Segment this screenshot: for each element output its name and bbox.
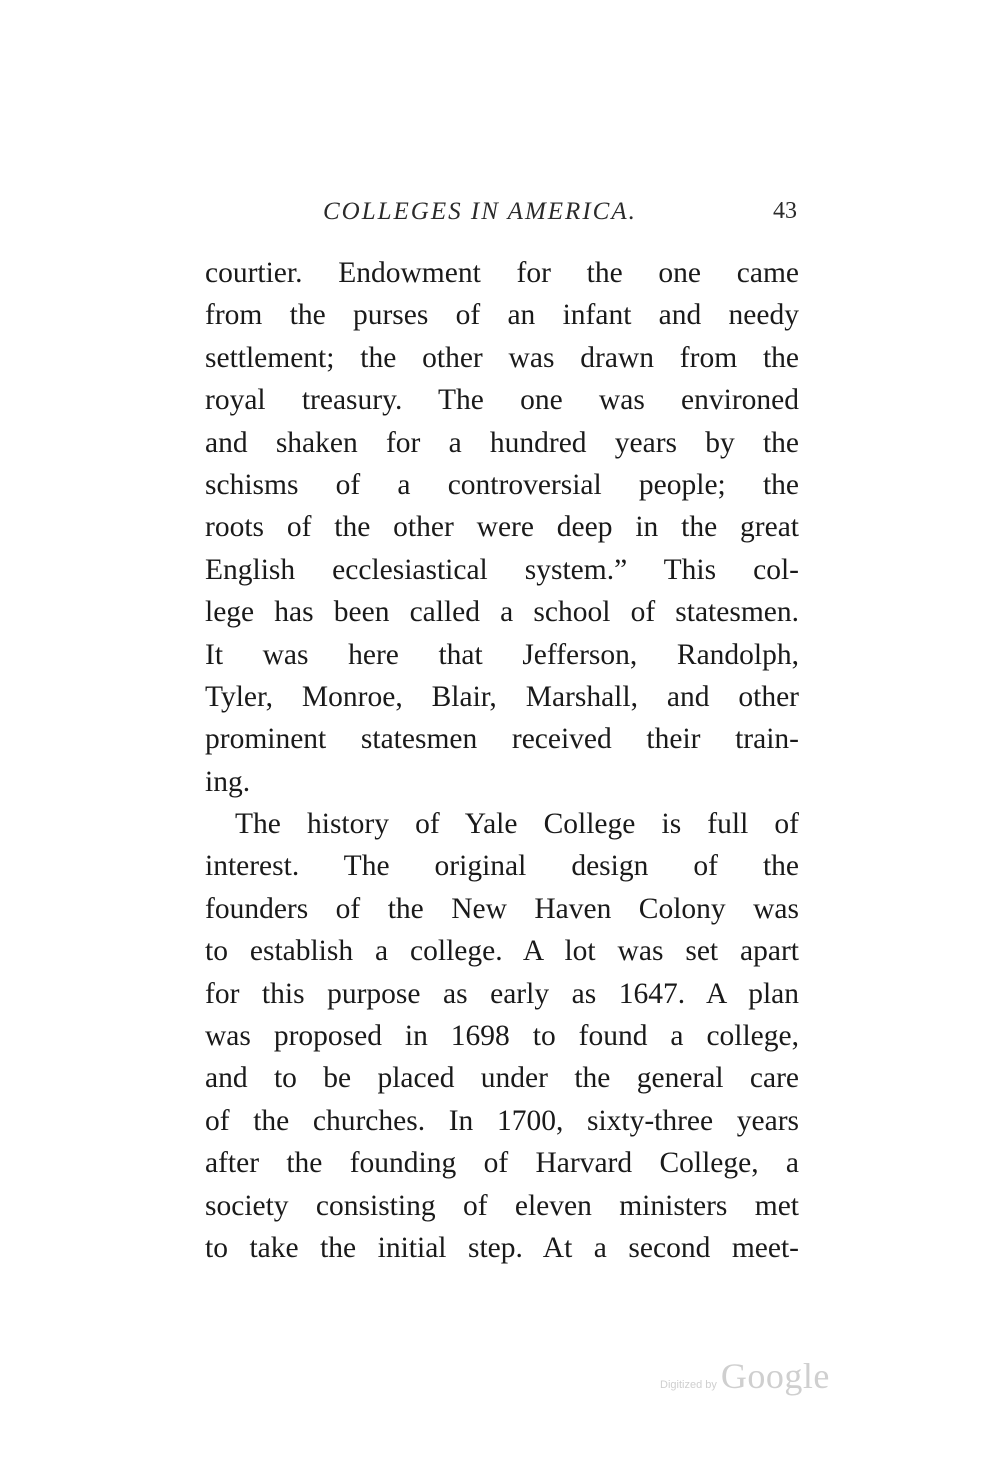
text-line: was proposed in 1698 to found a college, <box>205 1020 799 1053</box>
running-head <box>205 198 797 234</box>
text-line: for this purpose as early as 1647. A plan <box>205 977 799 1010</box>
text-line: It was here that Jefferson, Randolph, <box>205 638 799 671</box>
paragraph-continuation <box>205 252 799 803</box>
text-line: royal treasury. The one was environed <box>205 384 799 417</box>
text-line: Tyler, Monroe, Blair, Marshall, and other <box>205 680 799 713</box>
text-line: lege has been called a school of statesmen. <box>205 596 799 629</box>
text-line: settlement; the other was drawn from the <box>205 341 799 374</box>
paragraph-yale <box>205 803 799 1269</box>
text-line: of the churches. In 1700, sixty-three years <box>205 1104 799 1137</box>
text-line: to take the initial step. At a second meet- <box>205 1231 799 1264</box>
text-line: ing. <box>205 765 251 798</box>
text-line: schisms of a controversial people; the <box>205 468 799 501</box>
text-line: courtier. Endowment for the one came <box>205 257 799 289</box>
running-title: COLLEGES IN AMERICA. <box>323 198 637 225</box>
text-line: and shaken for a hundred years by the <box>205 426 799 459</box>
text-line: and to be placed under the general care <box>205 1062 799 1095</box>
text-line: from the purses of an infant and needy <box>205 299 799 332</box>
text-line: founders of the New Haven Colony was <box>205 892 799 925</box>
text-line: after the founding of Harvard College, a <box>205 1147 799 1180</box>
text-line: The history of Yale College is full of <box>235 808 799 841</box>
body-text <box>205 252 799 1269</box>
text-line: prominent statesmen received their train- <box>205 723 799 756</box>
page-number: 43 <box>773 198 797 224</box>
text-line: English ecclesiastical system.” This col- <box>205 553 799 586</box>
watermark-prefix: Digitized by <box>660 1379 717 1391</box>
text-line: to establish a college. A lot was set apart <box>205 935 799 968</box>
text-line: society consisting of eleven ministers met <box>205 1189 799 1222</box>
text-line: interest. The original design of the <box>205 850 799 883</box>
google-watermark <box>660 1355 830 1405</box>
text-line: roots of the other were deep in the great <box>205 511 799 544</box>
google-logo: Google <box>720 1356 830 1396</box>
